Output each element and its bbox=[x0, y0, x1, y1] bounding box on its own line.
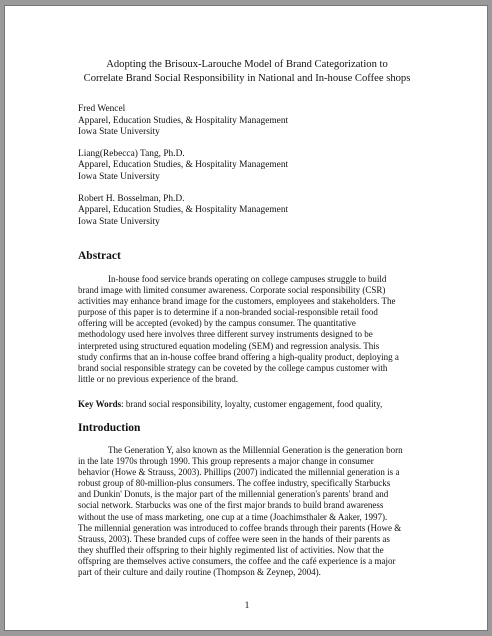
author-univ: Iowa State University bbox=[78, 216, 160, 227]
abstract-line: interpreted using structured equation modeling (SEM) and regression analysis. This bbox=[78, 340, 380, 351]
introduction-heading: Introduction bbox=[78, 422, 141, 434]
author-name: Robert H. Bosselman, Ph.D. bbox=[78, 193, 185, 204]
intro-line: in the late 1970s through 1990. This group represents a major change in consumer bbox=[78, 456, 374, 467]
title-line: Correlate Brand Social Responsibility in National and In-house Coffee shops bbox=[83, 73, 411, 84]
introduction-body bbox=[78, 445, 434, 578]
author-block bbox=[78, 194, 438, 229]
keywords-label: Key Words bbox=[78, 399, 122, 409]
keywords-text: : brand social responsibility, loyalty, customer engagement, food quality, bbox=[121, 399, 383, 409]
abstract-line: brand social responsible strategy can be coveted by the college campus customer with bbox=[78, 362, 388, 373]
document-page bbox=[4, 5, 488, 631]
abstract-heading: Abstract bbox=[78, 250, 121, 262]
intro-line: robust group of 80-million-plus consumers. The coffee industry, specifically Starbucks bbox=[78, 478, 391, 489]
intro-line: part of their culture and daily routine (Thompson & Zeynep, 2004). bbox=[78, 567, 321, 578]
intro-line: offspring are themselves active consumers, the coffee and the café experience is a major bbox=[78, 555, 396, 566]
intro-line: Strauss, 2003). These branded cups of coffee were seen in the hands of their parents as bbox=[78, 533, 390, 544]
intro-line: social network. Starbucks was one of the first major brands to build brand awareness bbox=[78, 500, 384, 511]
author-dept: Apparel, Education Studies, & Hospitality Management bbox=[78, 205, 289, 216]
author-dept: Apparel, Education Studies, & Hospitality Management bbox=[78, 160, 289, 171]
abstract-line: offering will be accepted (evoked) by the campus consumer. The quantitative bbox=[78, 318, 356, 329]
author-list bbox=[78, 104, 438, 238]
abstract-line: In-house food service brands operating on college campuses struggle to build bbox=[108, 274, 387, 284]
author-univ: Iowa State University bbox=[78, 127, 160, 138]
abstract-line: study confirms that an in-house coffee brand offering a high-quality product, deploying a bbox=[78, 351, 399, 362]
author-block bbox=[78, 104, 438, 139]
paper-title bbox=[45, 58, 449, 86]
intro-line: without the use of mass marketing, one cup at a time (Joachimsthaler & Aaker, 1997). bbox=[78, 511, 388, 522]
author-name: Liang(Rebecca) Tang, Ph.D. bbox=[78, 148, 185, 159]
author-block bbox=[78, 149, 438, 184]
abstract-line: activities may enhance brand image for the customers, employees and stakeholders. The bbox=[78, 296, 396, 307]
intro-line: behavior (Howe & Strauss, 2003). Phillips (2007) indicated the millennial generation is a bbox=[78, 467, 400, 478]
keywords bbox=[78, 399, 458, 409]
intro-line: The millennial generation was introduced to coffee brands through their parents (Howe & bbox=[78, 522, 402, 533]
page-number: 1 bbox=[244, 601, 250, 611]
intro-line: The Generation Y, also known as the Millennial Generation is the generation born bbox=[108, 445, 403, 455]
abstract-line: purpose of this paper is to determine if a non-branded social-responsible retail food bbox=[78, 307, 378, 318]
author-dept: Apparel, Education Studies, & Hospitality Management bbox=[78, 115, 289, 126]
author-name: Fred Wencel bbox=[78, 104, 126, 114]
author-univ: Iowa State University bbox=[78, 171, 160, 182]
abstract-line: little or no previous experience of the brand. bbox=[78, 373, 238, 384]
intro-line: and Dunkin' Donuts, is the major part of the millennial generation's parents' brand and bbox=[78, 489, 389, 500]
abstract-line: brand image with limited consumer awareness. Corporate social responsibility (CSR) bbox=[78, 285, 386, 296]
intro-line: they shuffled their offspring to their highly regimented list of activities. Now that the bbox=[78, 544, 384, 555]
title-line: Adopting the Brisoux-Larouche Model of Brand Categorization to bbox=[106, 59, 388, 70]
abstract-line: methodology used here involves three different survey instruments designed to be bbox=[78, 329, 373, 340]
abstract-body bbox=[78, 274, 418, 385]
